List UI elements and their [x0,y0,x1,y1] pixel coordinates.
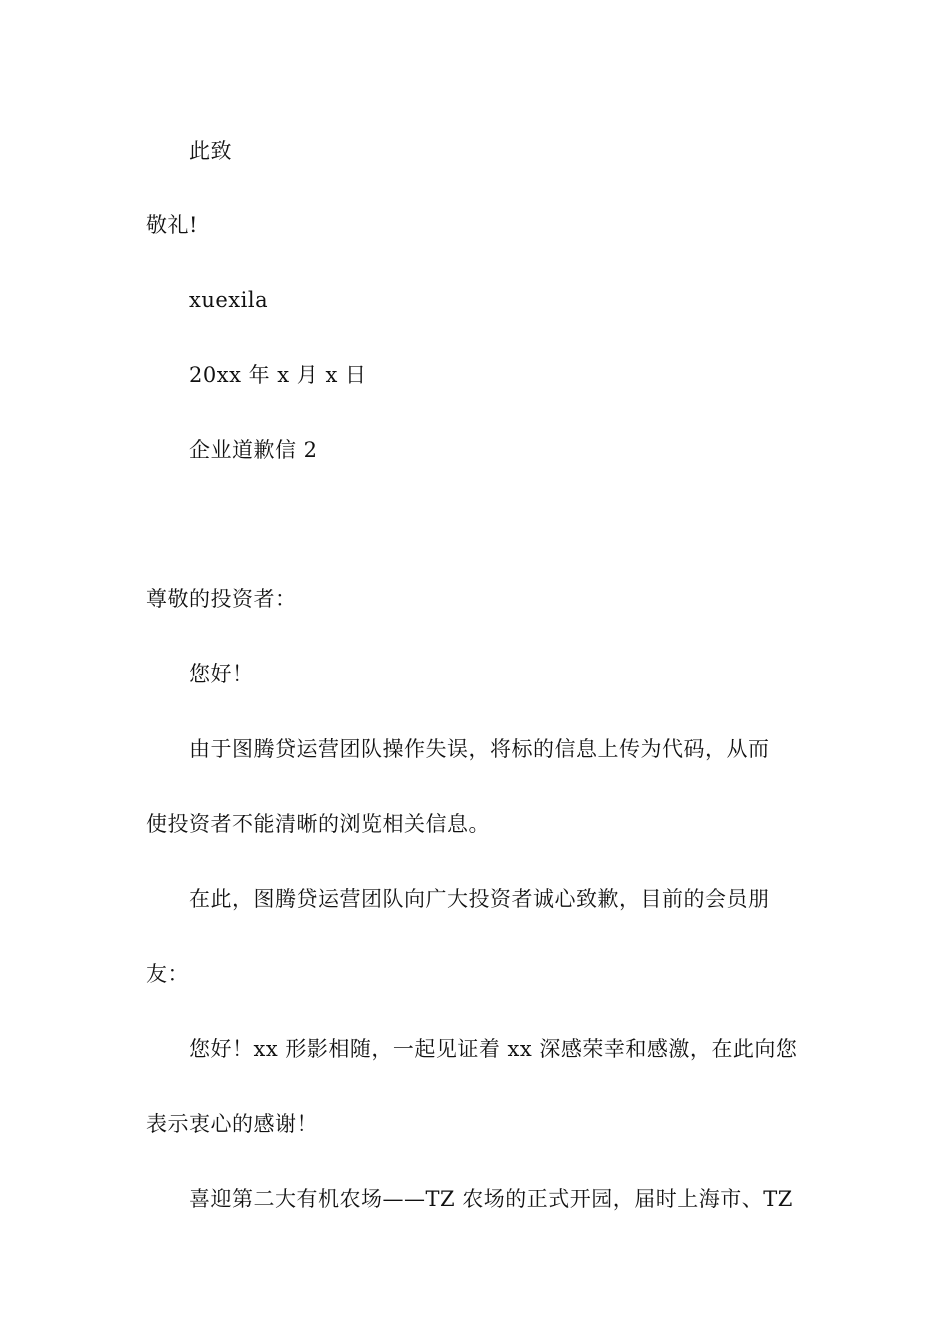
paragraph-line: 您好！xx 形影相随，一起见证着 xx 深感荣幸和感激，在此向您 [189,1037,798,1061]
paragraph-line: 表示衷心的感谢！ [146,1112,318,1136]
paragraph-line: 在此，图腾贷运营团队向广大投资者诚心致歉，目前的会员朋 [189,887,770,911]
letter-greeting: 尊敬的投资者： [146,587,297,611]
paragraph-line: 友： [146,962,189,986]
paragraph-line: 使投资者不能清晰的浏览相关信息。 [146,812,490,836]
closing-salutation: 此致 [189,139,232,163]
hello-line: 您好！ [189,662,254,686]
paragraph-line: 喜迎第二大有机农场——TZ 农场的正式开园，届时上海市、TZ [189,1187,793,1211]
signature-name: xuexila [189,288,269,312]
section-heading: 企业道歉信 2 [189,438,318,462]
closing-regards: 敬礼! [146,213,198,237]
paragraph-line: 由于图腾贷运营团队操作失误，将标的信息上传为代码，从而 [189,737,770,761]
signature-date: 20xx 年 x 月 x 日 [189,363,367,387]
